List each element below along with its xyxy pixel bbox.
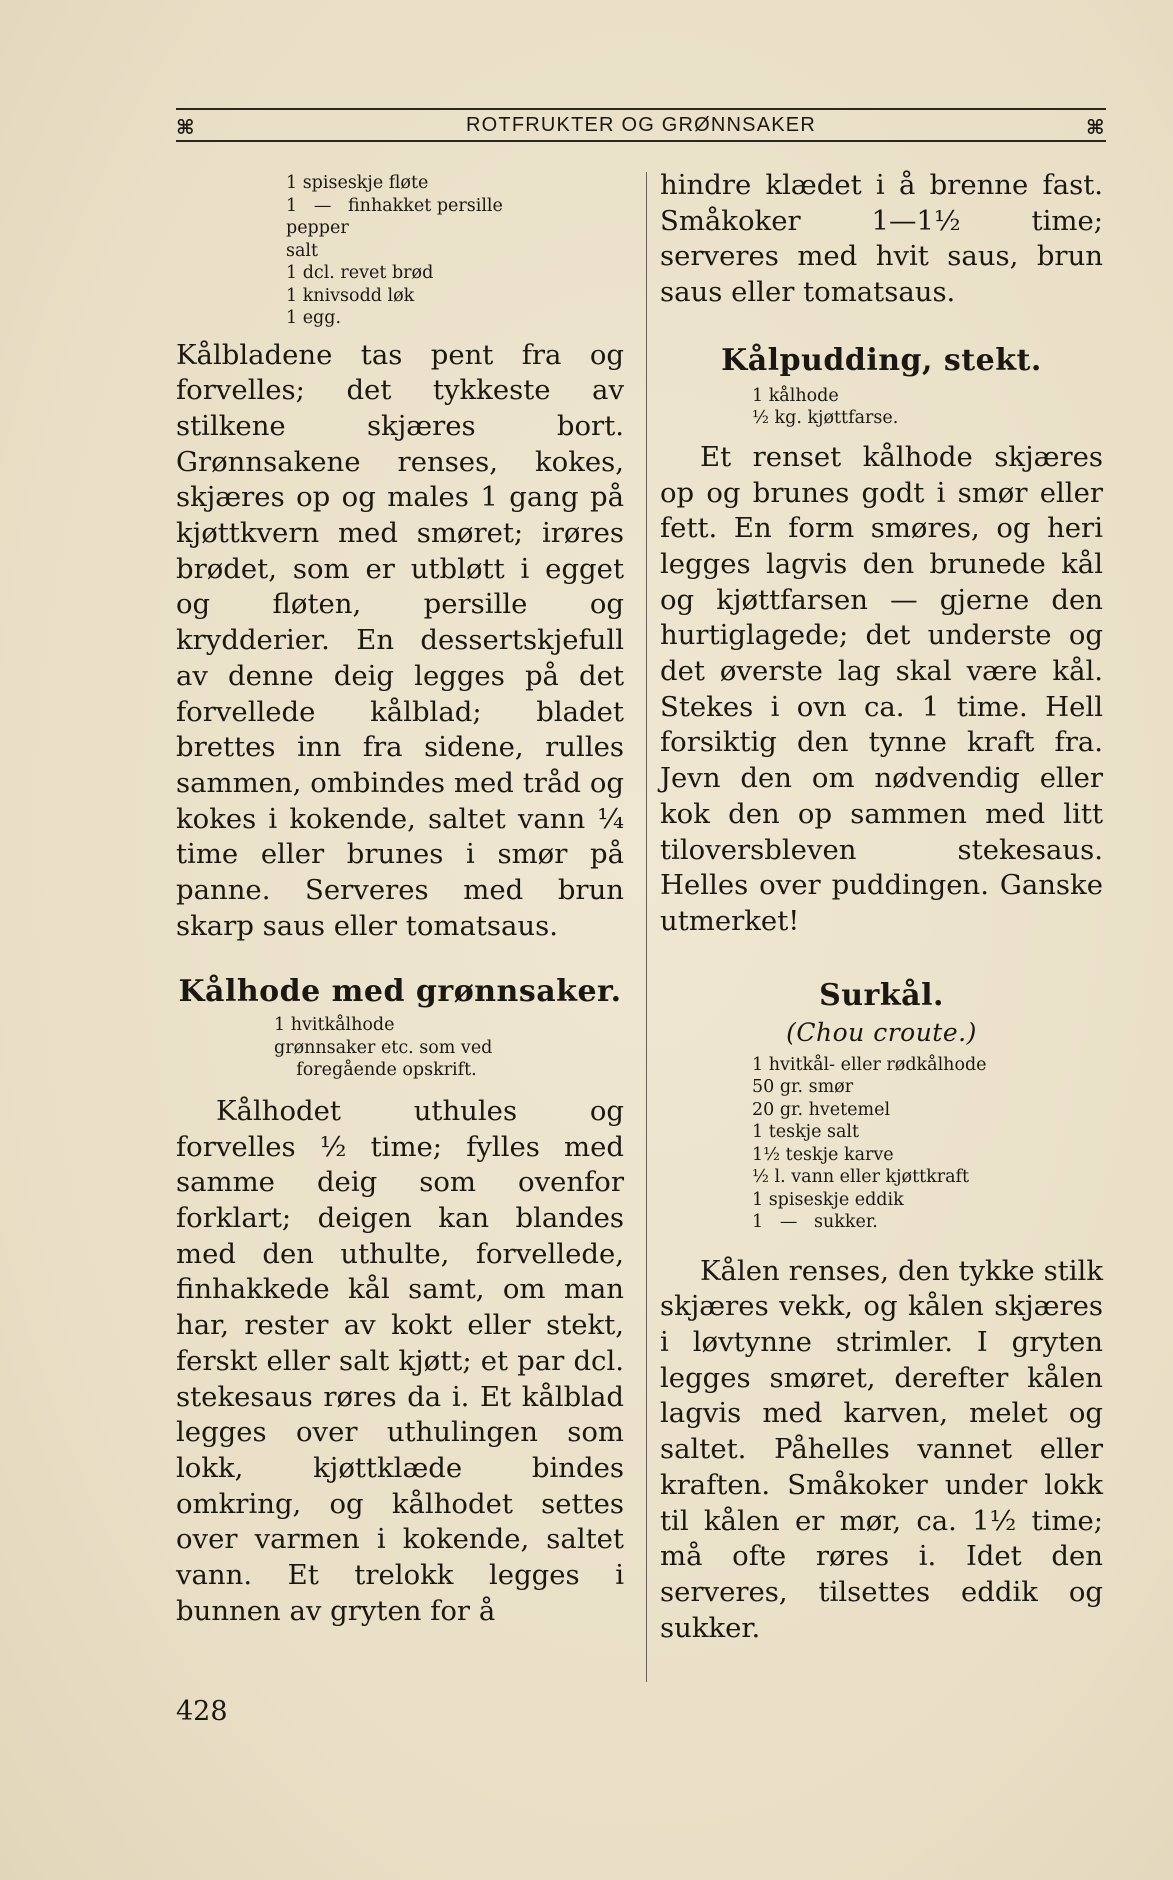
recipe-instructions: Et renset kålhode skjæres op og brunes godt i smør eller fett. En form smøres, og heri legges lagvis den brunede kål og kjøttfarsen — gjerne den hurtiglagede; det underste og det øverste lag skal være kål. Stekes i ovn ca. 1 time. Hell forsiktig den tynne kraft fra. Jevn den om nødvendig eller kok den op sammen med litt tiloversbleven stekesaus. Helles over puddingen. Ganske utmerket! — [660, 440, 1103, 937]
ingredient-item: 1 kålhode — [752, 385, 839, 406]
right-column — [660, 168, 1103, 1646]
ingredient-item: ½ l. vann eller kjøttkraft — [752, 1167, 970, 1188]
recipe-instructions: Kålhodet uthules og forvelles ½ time; fylles med samme deig som ovenfor forklart; deigen kan blandes med den uthulte, forvellede, finhakkede kål samt, om man har, rester av kokt eller stekt, ferskt eller salt kjøtt; et par dcl. stekesaus røres da i. Et kålblad legges over uthulingen som lokk, kjøttklæde bindes omkring, og kålhodet settes over varmen i kokende, saltet vann. Et trelokk legges i bunnen av gryten for å — [176, 1094, 624, 1627]
ingredient-item: 1 hvitkålhode — [274, 1015, 395, 1036]
ingredient-item: 1 spiseskje eddik — [752, 1189, 904, 1210]
recipe-instructions-continued: hindre klædet i å brenne fast. Småkoker 1—1½ time; serveres med hvit saus, brun saus eller tomatsaus. — [660, 169, 1103, 309]
ingredient-list — [660, 1054, 1103, 1234]
left-column — [176, 168, 624, 1630]
ingredient-item: 1 — finhakket persille — [286, 195, 503, 216]
running-header: ROTFRUKTER OG GRØNNSAKER — [466, 114, 816, 136]
ingredient-item: 1 egg. — [286, 308, 342, 328]
ingredient-item: salt — [286, 240, 319, 261]
recipe-instructions: Kålbladene tas pent fra og forvelles; det tykkeste av stilkene skjæres bort. Grønnsakene renses, kokes, skjæres op og males 1 gang på kjøttkvern med smøret; irøres brødet, som er utbløtt i egget og fløten, persille og krydderier. En dessertskjefull av denne deig legges på det forvellede kålblad; bladet brettes inn fra sidene, rulles sammen, ombindes med tråd og kokes i kokende, saltet vann ¼ time eller brunes i smør på panne. Serveres med brun skarp saus eller tomatsaus. — [176, 338, 624, 942]
ingredient-item: 1½ teskje karve — [752, 1144, 894, 1165]
ingredient-item: 1 spiseskje fløte — [286, 173, 429, 193]
ingredient-item: pepper — [286, 218, 349, 238]
ingredient-item: foregående opskrift. — [274, 1060, 477, 1081]
recipe-heading: Surkål. — [819, 977, 944, 1013]
header-rule-bottom — [176, 140, 1106, 142]
ingredient-item: 1 dcl. revet brød — [286, 263, 434, 283]
header-ornament-left-icon: ⌘ — [176, 115, 195, 139]
column-divider — [646, 172, 647, 1682]
recipe-heading: Kålpudding, stekt. — [721, 342, 1042, 378]
page-number: 428 — [176, 1696, 228, 1727]
ingredient-item: ½ kg. kjøttfarse. — [752, 408, 899, 429]
ingredient-item: 1 knivsodd løk — [286, 285, 415, 306]
ingredient-list — [176, 1014, 624, 1082]
recipe-heading: Kålhode med grønnsaker. — [178, 974, 622, 1010]
ingredient-item: 1 hvitkål- eller rødkålhode — [752, 1054, 987, 1075]
recipe-instructions: Kålen renses, den tykke stilk skjæres vekk, og kålen skjæres i løvtynne strimler. I gryten legges smøret, derefter kålen lagvis med karven, melet og saltet. Påhelles vannet eller kraften. Småkoker under lokk til kålen er mør, ca. 1½ time; må ofte røres i. Idet den serveres, tilsettes eddik og sukker. — [660, 1254, 1103, 1644]
recipe-subtitle: (Chou croute.) — [786, 1017, 977, 1047]
ingredient-item: 50 gr. smør — [752, 1077, 854, 1098]
header-rule-top — [176, 108, 1106, 110]
ingredient-item: 20 gr. hvetemel — [752, 1099, 891, 1120]
ingredient-list — [176, 172, 624, 330]
header-ornament-right-icon: ⌘ — [1086, 115, 1105, 139]
ingredient-item: 1 teskje salt — [752, 1122, 860, 1143]
ingredient-item: 1 — sukker. — [752, 1212, 878, 1233]
ingredient-list — [660, 385, 1103, 430]
ingredient-item: grønnsaker etc. som ved — [274, 1037, 493, 1058]
